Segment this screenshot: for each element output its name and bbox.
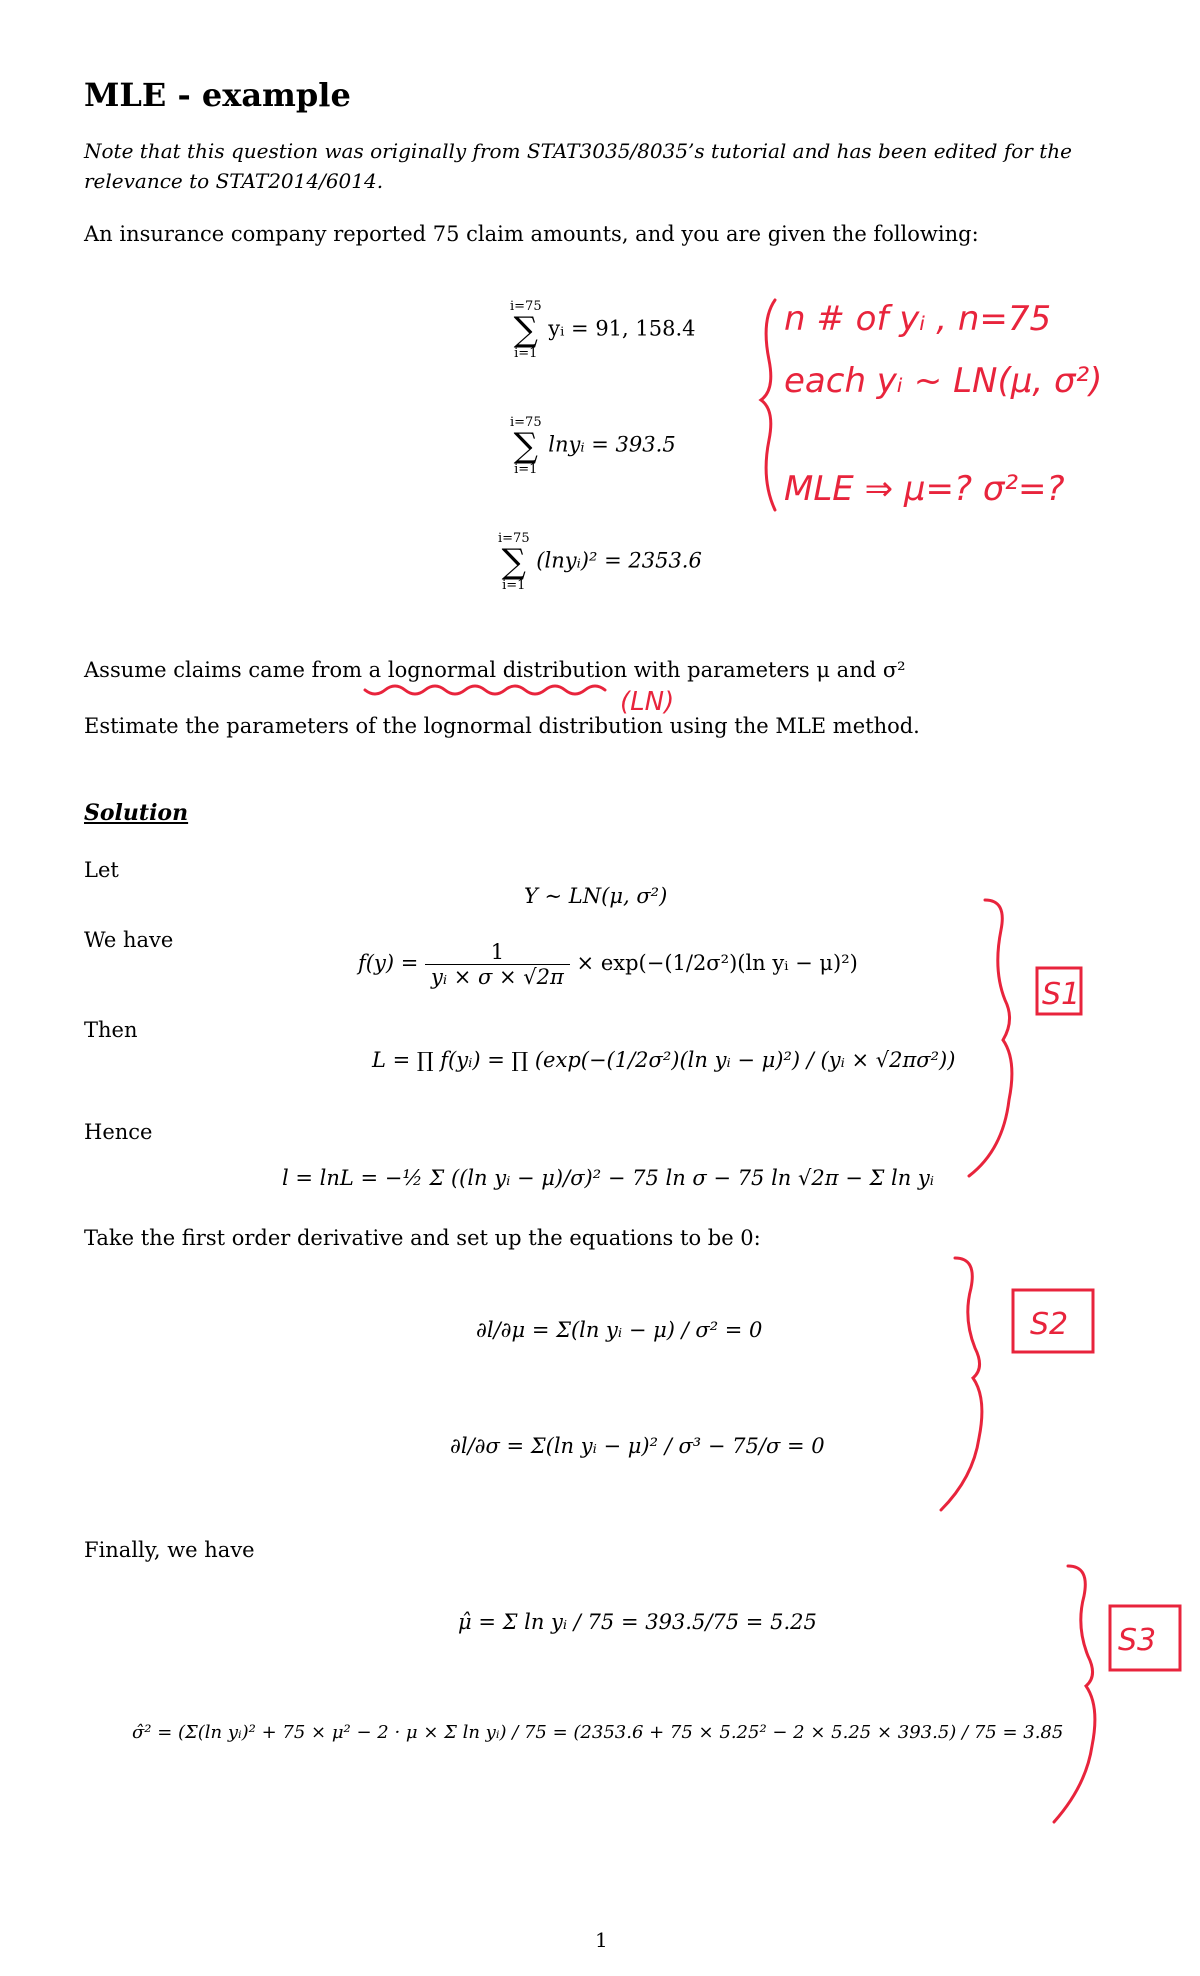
given-sum-lny-expr: lnyᵢ = 393.5 — [548, 432, 676, 457]
eq-likelihood: L = ∏ f(yᵢ) = ∏ (exp(−(1/2σ²)(ln yᵢ − μ)²) / (yᵢ × √2πσ²)) — [372, 1048, 956, 1072]
brace-s1 — [969, 900, 1012, 1176]
solution-heading: Solution — [84, 800, 189, 826]
assume-text: Assume claims came from a lognormal distribution with parameters μ and σ² — [84, 658, 906, 682]
label-finally: Finally, we have — [84, 1538, 255, 1562]
note-paragraph: Note that this question was originally from STAT3035/8035’s tutorial and has been edited for the relevance to STAT2014/6014. — [84, 139, 1072, 193]
eq-dl-dmu: ∂l/∂μ = Σ(ln yᵢ − μ) / σ² = 0 — [476, 1318, 763, 1342]
annotation-ln-tag: (LN) — [620, 687, 675, 717]
brace-s2 — [941, 1258, 982, 1510]
given-sum-y: i=75 ∑ i=1 yᵢ = 91, 158.4 — [510, 299, 696, 361]
estimate-text: Estimate the parameters of the lognormal distribution using the MLE method. — [84, 714, 920, 738]
wavy-underline — [365, 686, 605, 694]
given-sum-y-expr: yᵢ = 91, 158.4 — [548, 316, 696, 341]
intro-text: An insurance company reported 75 claim amounts, and you are given the following: — [84, 222, 979, 246]
eq-loglik: l = lnL = −½ Σ ((ln yᵢ − μ)/σ)² − 75 ln σ − 75 ln √2π − Σ ln yᵢ — [282, 1166, 935, 1190]
label-hence: Hence — [84, 1120, 153, 1144]
brace-notes — [761, 300, 775, 510]
label-take: Take the first order derivative and set up the equations to be 0: — [84, 1226, 761, 1250]
annotation-line2: each yᵢ ~ LN(μ, σ²) — [784, 361, 1103, 401]
annotation-s2: S2 — [1030, 1307, 1069, 1342]
brace-s3 — [1054, 1566, 1095, 1822]
page-number: 1 — [595, 1928, 608, 1952]
page-title: MLE - example — [84, 76, 351, 114]
annotation-s3: S3 — [1118, 1623, 1157, 1658]
annotation-s1: S1 — [1042, 977, 1081, 1012]
annotation-line3: MLE ⇒ μ=? σ²=? — [784, 469, 1065, 509]
eq-dl-dsigma: ∂l/∂σ = Σ(ln yᵢ − μ)² / σ³ − 75/σ = 0 — [450, 1434, 825, 1458]
label-then: Then — [84, 1018, 138, 1042]
given-sum-lny2: i=75 ∑ i=1 (lnyᵢ)² = 2353.6 — [498, 531, 702, 593]
eq-sigma-hat: σ̂² = (Σ(ln yᵢ)² + 75 × μ² − 2 · μ × Σ ln yᵢ) / 75 = (2353.6 + 75 × 5.25² − 2 × 5.25 × 393.5) / 75 = 3.85 — [132, 1722, 1064, 1743]
label-we-have: We have — [84, 928, 174, 952]
given-sum-lny2-expr: (lnyᵢ)² = 2353.6 — [536, 548, 702, 573]
annotation-line1: n # of yᵢ , n=75 — [784, 299, 1052, 339]
eq-mu-hat: μ̂ = Σ ln yᵢ / 75 = 393.5/75 = 5.25 — [458, 1610, 817, 1634]
given-sum-lny: i=75 ∑ i=1 lnyᵢ = 393.5 — [510, 415, 676, 477]
eq-pdf: f(y) = $\frac{1}{\text{yᵢ × σ × √2π}}$ × exp(−(1/2σ²)(ln yᵢ − μ)²) — [358, 940, 858, 989]
eq-distribution: Y ∼ LN(μ, σ²) — [524, 884, 668, 908]
label-let: Let — [84, 858, 119, 882]
